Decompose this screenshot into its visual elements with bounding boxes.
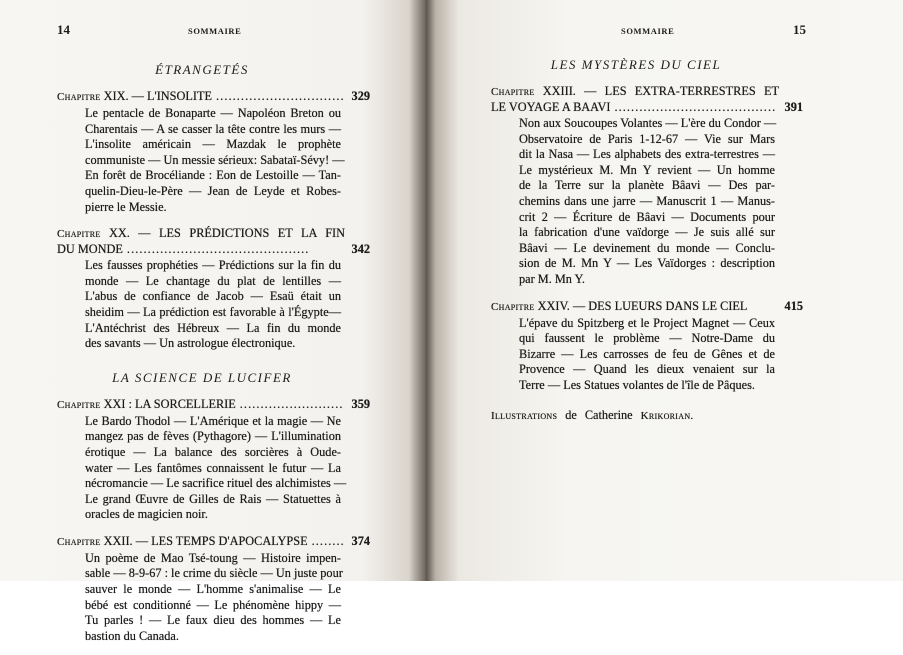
summary-line: sauver le monde — L'homme s'animalise — Le	[85, 582, 341, 597]
summary-line: sable — 8-9-67 : le crime du siècle — Un juste pour	[85, 566, 343, 581]
summary-line: crit 2 — Écriture de Bâavi — Documents pour	[519, 209, 775, 224]
chapter-title-text: XXII. — LES TEMPS D'APOCALYPSE	[103, 533, 308, 548]
section-title: LA SCIENCE DE LUCIFER	[112, 369, 292, 385]
summary-line: dit la Nasa — Les alphabets des extra-terrestres —	[519, 147, 775, 162]
summary-line: Le grand Œuvre de Gilles de Rais — Statuettes à	[85, 491, 341, 506]
summary-line: L'abus de confiance de Jacob — Esaü était un	[85, 289, 341, 304]
summary-line: mangez pas de fèves (Pythagore) — L'illumination	[85, 429, 341, 444]
chapter-summary	[85, 258, 341, 352]
summary-line: Tu parles ! — Le faux dieu des hommes — Le	[85, 613, 341, 628]
credit-de: de	[565, 407, 577, 422]
dot-leader	[240, 397, 344, 413]
chapter-summary	[85, 551, 341, 645]
summary-line: L'épave du Spitzberg et le Project Magnet — Ceux	[519, 315, 775, 330]
chapter-heading-line	[57, 226, 370, 242]
summary-line: chemins dans une jarre — Manuscrit 1 — Manus-	[519, 193, 775, 208]
chapter-title-text: XXIII. — LES EXTRA-TERRESTRES ET	[542, 84, 779, 98]
left-page	[0, 0, 426, 643]
chapter-page-number: 329	[351, 89, 370, 103]
summary-line: Observatoire de Paris 1-12-67 — Vie sur Mars	[519, 131, 775, 146]
chapter-label: Chapitre	[57, 228, 101, 241]
chapter-page-number: 391	[784, 100, 803, 114]
summary-line: par M. Mn Y.	[519, 271, 585, 286]
chapter-label: Chapitre	[57, 535, 101, 548]
chapter-heading-line	[57, 242, 370, 257]
chapter-title-text: LE VOYAGE A BAAVI	[491, 100, 611, 114]
summary-line: Les fausses prophéties — Prédictions sur la fin du	[85, 258, 341, 273]
illustration-credit	[491, 408, 803, 423]
credit-last: Krikorian.	[640, 409, 694, 422]
chapter-heading-line	[491, 100, 803, 115]
summary-line: monde — Le chantage du plat de lentilles —	[85, 273, 341, 288]
chapter-summary	[519, 316, 775, 394]
summary-line: communiste — Un messie sérieux: Sabataï-Sévy! —	[85, 152, 345, 167]
chapter-title	[57, 397, 236, 413]
chapter-entry	[57, 534, 370, 645]
chapter-heading-line	[57, 397, 370, 413]
summary-line: Non aux Soucoupes Volantes — L'ère du Condor —	[519, 116, 777, 130]
chapter-summary	[519, 116, 775, 288]
summary-line: érotique — La balance des sorcières à Oude-	[85, 444, 341, 459]
credit-first: Catherine	[584, 407, 633, 422]
chapter-label: Chapitre	[57, 398, 101, 411]
chapter-title-text: XXI : LA SORCELLERIE	[103, 396, 236, 411]
chapter-page-number: 374	[351, 533, 370, 548]
chapter-entry	[491, 84, 803, 288]
chapter-title-text: DU MONDE	[57, 242, 123, 257]
summary-line: Le pentacle de Bonaparte — Napoléon Breton ou	[85, 106, 341, 120]
chapter-title-text: XX. — LES PRÉDICTIONS ET LA FIN	[108, 226, 346, 241]
page-number: 15	[793, 22, 806, 37]
chapter-summary	[85, 413, 347, 523]
chapter-title	[491, 84, 779, 100]
chapter-page-number: 359	[351, 396, 370, 411]
chapter-heading-line	[491, 84, 803, 100]
summary-line: Terre — Les Statues volantes de l'île de Pâques.	[519, 377, 755, 392]
credit-label: Illustrations	[491, 409, 558, 422]
spacer	[747, 299, 781, 315]
dot-leader	[127, 242, 344, 257]
dot-leader	[312, 534, 344, 550]
summary-line: L'insolite américain — Mazdak le prophète	[85, 137, 341, 152]
summary-line: bébé est conditionné — Le phénomène hippy —	[85, 597, 341, 612]
chapter-title-text: XIX. — L'INSOLITE	[103, 89, 213, 103]
summary-line: de la Terre sur la planète Bâavi — Des par-	[519, 178, 775, 193]
chapter-title-text: XXIV. — DES LUEURS DANS LE CIEL	[537, 298, 748, 313]
summary-line: quelin-Dieu-le-Père — Jean de Leyde et Robes-	[85, 183, 341, 198]
summary-line: Le Bardo Thodol — L'Amérique et la magie — Ne	[85, 413, 341, 428]
summary-line: Le mystérieux M. Mn Y revient — Un homme	[519, 162, 775, 177]
summary-line: pierre le Messie.	[85, 199, 167, 214]
page-number: 14	[57, 22, 70, 37]
summary-line: Provence — Quand les dieux venaient sur la	[519, 362, 775, 377]
chapter-title	[57, 534, 308, 550]
summary-line: sion de M. Mn Y — Les Vaïdorges : description	[519, 256, 775, 271]
summary-line: Un poème de Mao Tsé-toung — Histoire impen-	[85, 550, 341, 565]
toc-section	[57, 62, 370, 352]
chapter-title	[57, 226, 345, 242]
summary-line: des savants — Un astrologue électronique.	[85, 336, 296, 351]
chapter-heading-line	[491, 299, 803, 315]
chapter-entry	[57, 226, 370, 352]
chapter-title	[491, 100, 610, 115]
summary-line: sheidim — La prédiction est favorable à l'Égypte—	[85, 304, 341, 319]
dot-leader	[216, 89, 344, 105]
chapter-heading-line	[57, 534, 370, 550]
chapter-label: Chapitre	[57, 91, 101, 103]
chapter-label: Chapitre	[491, 86, 535, 98]
summary-line: bastion du Canada.	[85, 628, 179, 643]
dot-leader	[614, 100, 777, 115]
summary-line: qui faussent le problème — Notre-Dame du	[519, 331, 775, 346]
toc-section	[57, 370, 370, 645]
chapter-label: Chapitre	[491, 300, 535, 313]
running-head: SOMMAIRE	[188, 26, 242, 36]
chapter-summary	[85, 106, 345, 215]
summary-line: L'Antéchrist des Hébreux — La fin du monde	[85, 320, 341, 335]
summary-line: nécromancie — Le sacrifice rituel des alchimistes —	[85, 476, 347, 491]
toc-section	[491, 57, 803, 394]
summary-line: la fabrication d'une vaïdorge — Je suis allé sur	[519, 225, 775, 240]
summary-line: oracles de magicien noir.	[85, 507, 208, 522]
running-head: SOMMAIRE	[621, 26, 675, 36]
right-page	[426, 0, 903, 581]
table-of-contents-left	[57, 62, 370, 655]
chapter-page-number: 415	[784, 298, 803, 313]
section-title: LES MYSTÈRES DU CIEL	[550, 57, 722, 72]
chapter-title	[57, 242, 123, 257]
section-title: ÉTRANGETÉS	[155, 62, 249, 77]
chapter-title	[491, 299, 747, 315]
summary-line: En forêt de Brocéliande : Eon de Lestoille — Tan-	[85, 168, 341, 183]
summary-line: Bâavi — Le devinement du monde — Conclu-	[519, 240, 775, 255]
chapter-entry	[57, 397, 370, 523]
chapter-title	[57, 89, 212, 105]
summary-line: water — Les fantômes connaissent le futur — La	[85, 460, 341, 475]
summary-line: Charentais — A se casser la tête contre les murs —	[85, 121, 341, 136]
chapter-entry	[491, 299, 803, 394]
summary-line: Bizarre — Les carrosses de feu de Gênes et de	[519, 346, 775, 361]
chapter-entry	[57, 89, 370, 215]
table-of-contents-right	[491, 57, 803, 423]
chapter-page-number: 342	[351, 242, 370, 257]
chapter-heading-line	[57, 89, 370, 105]
